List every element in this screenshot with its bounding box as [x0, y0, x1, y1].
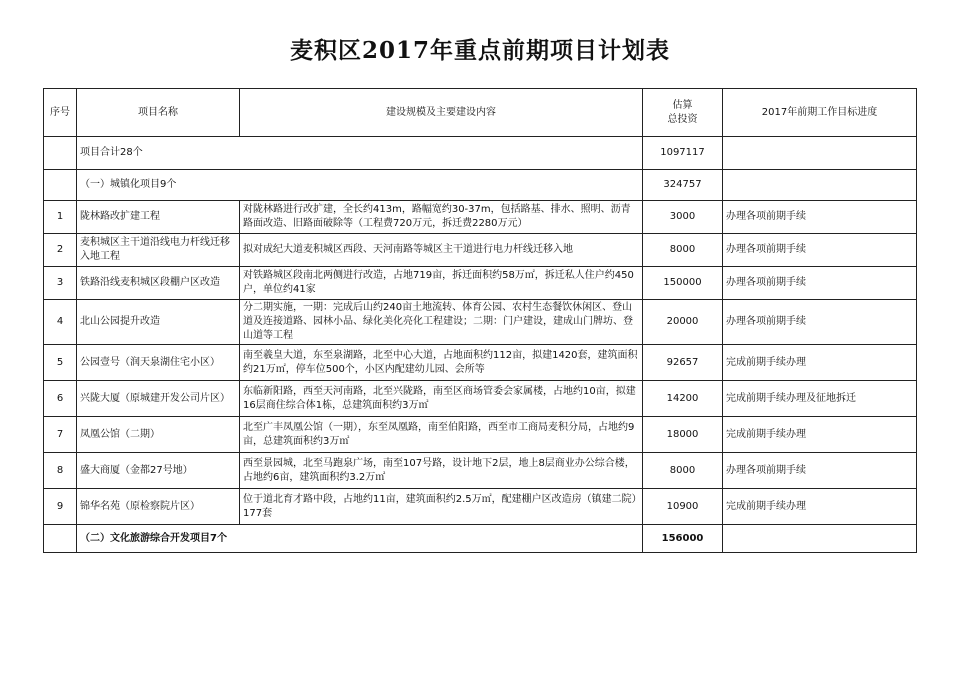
row-name: 陇林路改扩建工程 [77, 201, 240, 234]
row-name: 公园壹号（润天泉湖住宅小区） [77, 345, 240, 381]
header-name: 项目名称 [77, 89, 240, 137]
row-seq: 5 [44, 345, 77, 381]
group-invest: 324757 [643, 170, 723, 201]
row-content: 南至羲皇大道，东至泉湖路，北至中心大道，占地面积约112亩，拟建1420套，建筑面积约21万㎡，停车位500个，小区内配建幼儿园、会所等 [240, 345, 643, 381]
row-invest: 3000 [643, 201, 723, 234]
row-content: 拟对成纪大道麦积城区西段、天河南路等城区主干道进行电力杆线迁移入地 [240, 234, 643, 267]
table-row [44, 201, 917, 234]
row-progress: 办理各项前期手续 [723, 267, 917, 300]
row-content: 对铁路城区段南北两侧进行改造，占地719亩，拆迁面积约58万㎡，拆迁私人住户约450户，单位约41家 [240, 267, 643, 300]
row-content: 东临新阳路，西至天河南路，北至兴陇路，南至区商场管委会家属楼，占地约10亩，拟建16层商住综合体1栋，总建筑面积约3万㎡ [240, 381, 643, 417]
table-row [44, 489, 917, 525]
row-seq: 9 [44, 489, 77, 525]
row-seq: 1 [44, 201, 77, 234]
table-row [44, 234, 917, 267]
header-progress: 2017年前期工作目标进度 [723, 89, 917, 137]
row-seq: 3 [44, 267, 77, 300]
group-invest: 156000 [643, 525, 723, 553]
row-invest: 10900 [643, 489, 723, 525]
row-progress: 办理各项前期手续 [723, 300, 917, 345]
row-invest: 8000 [643, 453, 723, 489]
table-row [44, 345, 917, 381]
row-progress: 完成前期手续办理 [723, 417, 917, 453]
table-row [44, 453, 917, 489]
total-invest: 1097117 [643, 137, 723, 170]
row-progress: 办理各项前期手续 [723, 201, 917, 234]
table-row [44, 381, 917, 417]
row-invest: 14200 [643, 381, 723, 417]
group-row-2 [44, 525, 917, 553]
row-progress: 完成前期手续办理 [723, 345, 917, 381]
row-seq: 6 [44, 381, 77, 417]
row-content: 位于道北育才路中段，占地约11亩，建筑面积约2.5万㎡，配建棚户区改造房（镇建二院）177套 [240, 489, 643, 525]
row-invest: 20000 [643, 300, 723, 345]
row-progress: 完成前期手续办理及征地拆迁 [723, 381, 917, 417]
row-content: 北至广丰凤凰公馆（一期），东至凤凰路，南至伯阳路，西至市工商局麦积分局，占地约9亩，总建筑面积约3万㎡ [240, 417, 643, 453]
header-content: 建设规模及主要建设内容 [240, 89, 643, 137]
row-progress: 完成前期手续办理 [723, 489, 917, 525]
row-seq: 4 [44, 300, 77, 345]
row-seq: 8 [44, 453, 77, 489]
row-progress: 办理各项前期手续 [723, 234, 917, 267]
row-invest: 150000 [643, 267, 723, 300]
total-row [44, 137, 917, 170]
group-row-1 [44, 170, 917, 201]
project-plan-table [43, 88, 917, 553]
total-label: 项目合计28个 [77, 137, 643, 170]
header-invest-line1: 估算 [672, 99, 693, 111]
row-invest: 18000 [643, 417, 723, 453]
row-seq: 7 [44, 417, 77, 453]
row-name: 北山公园提升改造 [77, 300, 240, 345]
row-seq: 2 [44, 234, 77, 267]
row-content: 对陇林路进行改扩建，全长约413m，路幅宽约30-37m，包括路基、排水、照明、沥青路面改造、旧路面破除等（工程费720万元，拆迁费2280万元） [240, 201, 643, 234]
header-invest-line2: 总投资 [667, 113, 698, 125]
row-name: 凤凰公馆（二期） [77, 417, 240, 453]
row-name: 兴陇大厦（原城建开发公司片区） [77, 381, 240, 417]
row-name: 铁路沿线麦积城区段棚户区改造 [77, 267, 240, 300]
row-name: 麦积城区主干道沿线电力杆线迁移入地工程 [77, 234, 240, 267]
row-content: 分二期实施，一期：完成后山约240亩土地流转、体育公园、农村生态餐饮休闲区、登山道及连接道路、园林小品、绿化美化亮化工程建设；二期：门户建设，建成山门牌坊、登山道等工程 [240, 300, 643, 345]
row-name: 锦华名苑（原检察院片区） [77, 489, 240, 525]
table-row [44, 267, 917, 300]
row-name: 盛大商厦（金都27号地） [77, 453, 240, 489]
group-label: （一）城镇化项目9个 [77, 170, 643, 201]
row-progress: 办理各项前期手续 [723, 453, 917, 489]
page-title: 麦积区2017年重点前期项目计划表 [289, 37, 670, 64]
row-content: 西至景园城，北至马跑泉广场，南至107号路，设计地下2层，地上8层商业办公综合楼，占地约6亩，建筑面积约3.2万㎡ [240, 453, 643, 489]
group-label: （二）文化旅游综合开发项目7个 [77, 525, 643, 553]
table-row [44, 417, 917, 453]
row-invest: 8000 [643, 234, 723, 267]
row-invest: 92657 [643, 345, 723, 381]
header-row [44, 89, 917, 137]
header-seq: 序号 [44, 89, 77, 137]
table-row [44, 300, 917, 345]
header-invest [643, 89, 723, 137]
